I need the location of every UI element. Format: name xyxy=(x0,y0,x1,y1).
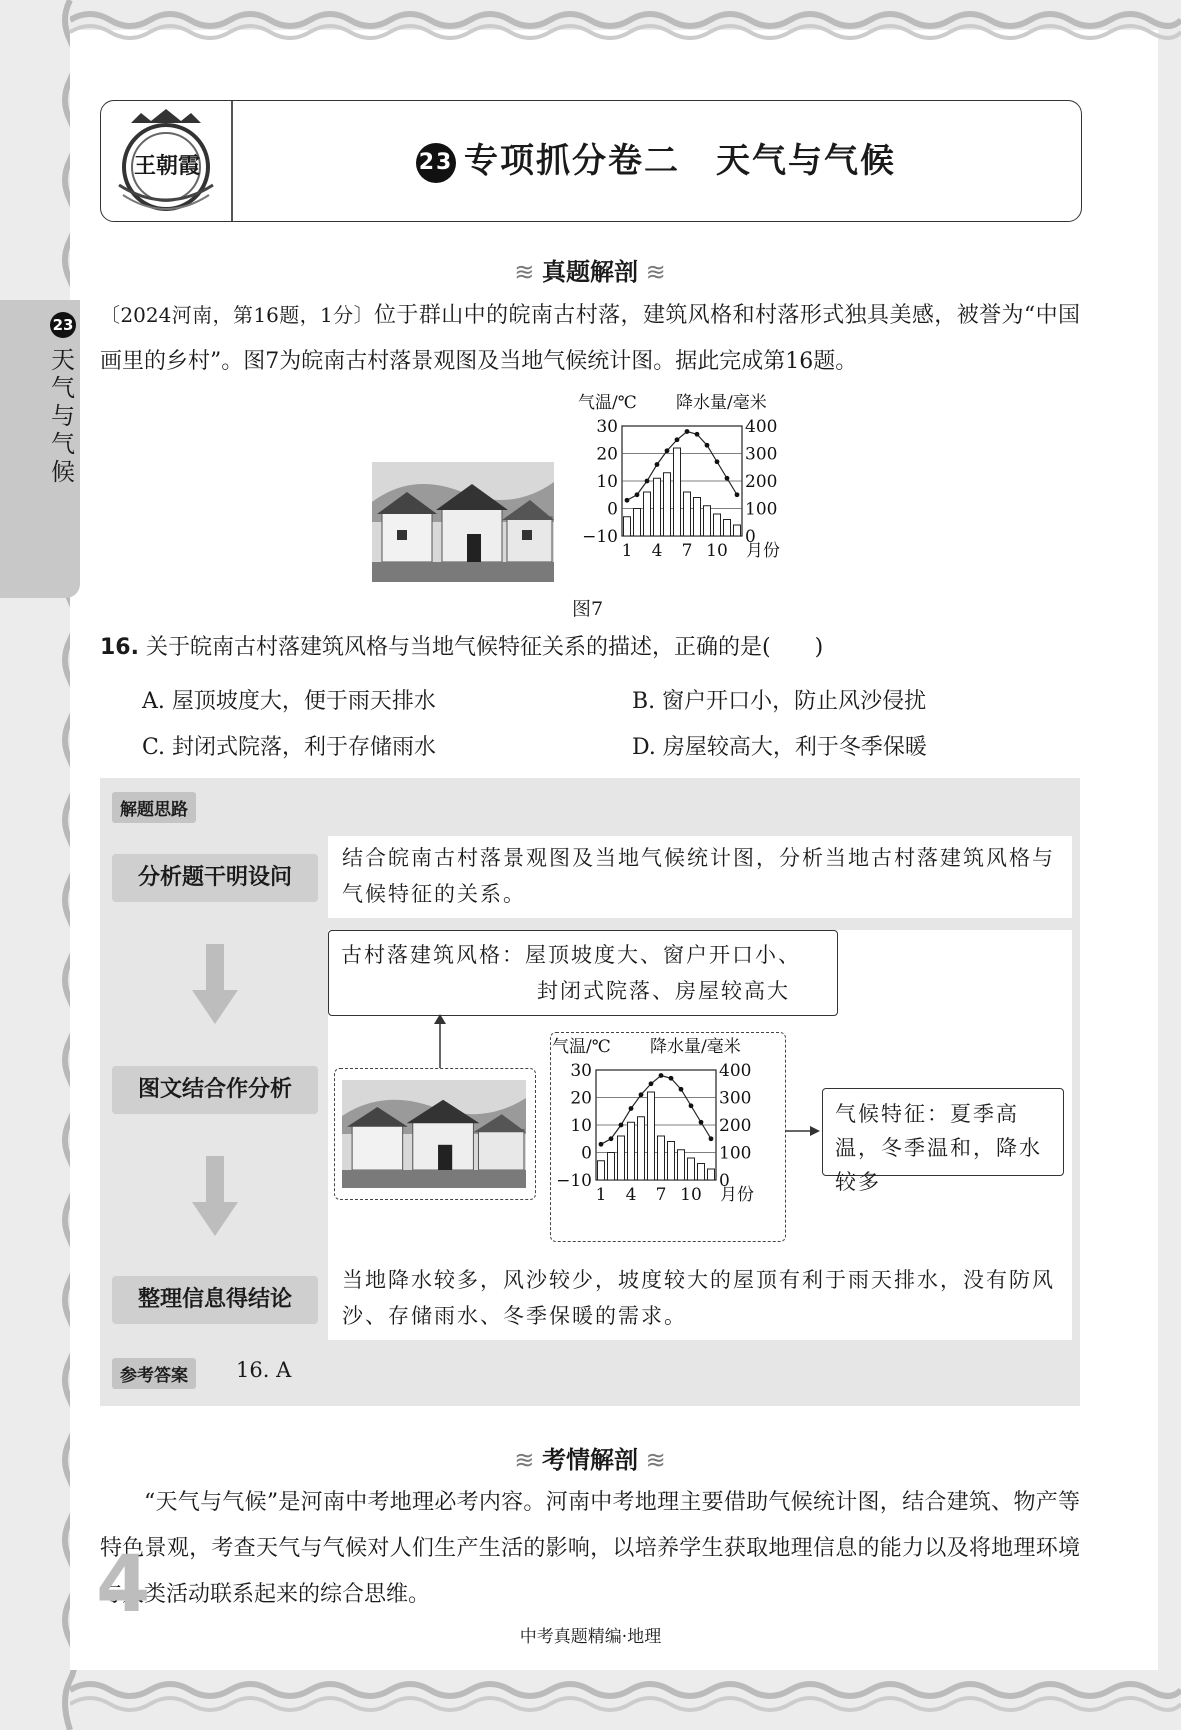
up-arrow-icon xyxy=(430,1014,450,1068)
x-axis-label: 月份 xyxy=(746,541,780,561)
y-tick-right: 0 xyxy=(719,1171,730,1191)
answer-tag: 参考答案 xyxy=(112,1358,196,1389)
temperature-point xyxy=(709,1136,714,1141)
question-stem xyxy=(100,630,823,661)
answer-value: 16. A xyxy=(236,1358,292,1382)
title-header xyxy=(100,100,1082,222)
side-tab-label: 天气与气候 xyxy=(51,346,75,486)
y-tick-right: 200 xyxy=(719,1116,752,1136)
y-tick-left: −10 xyxy=(582,527,618,547)
exam-analysis-paragraph: “天气与气候”是河南中考地理必考内容。河南中考地理主要借助气候统计图，结合建筑、物产等特色景观，考查天气与气候对人们生产生活的影响，以培养学生获取地理信息的能力以及将地理环境与人类活动联系起来的综合思维。 xyxy=(100,1490,1080,1607)
precipitation-bar xyxy=(654,478,661,536)
precipitation-bar xyxy=(644,492,651,536)
precipitation-bar xyxy=(664,473,671,536)
temperature-point xyxy=(689,1103,694,1108)
section-heading-1-text: 真题解剖 xyxy=(542,258,638,286)
step-analyze-question: 分析题干明设问 xyxy=(112,854,318,902)
precipitation-bar xyxy=(688,1158,695,1180)
precipitation-bar xyxy=(608,1153,615,1181)
solution-tag: 解题思路 xyxy=(112,792,196,823)
section-heading-1 xyxy=(100,252,1080,287)
x-tick-label: 1 xyxy=(595,1185,607,1205)
y-tick-right: 300 xyxy=(719,1088,752,1109)
precipitation-bar xyxy=(624,517,631,536)
intro-paragraph xyxy=(100,292,1080,385)
y-axis-right-label: 降水量/毫米 xyxy=(650,1037,741,1057)
page-title-text: 专项抓分卷二 天气与气候 xyxy=(464,141,896,181)
x-tick-label: 10 xyxy=(680,1185,702,1205)
precipitation-bar xyxy=(618,1136,625,1180)
precipitation-bar xyxy=(734,525,741,536)
y-axis-left-label: 气温/℃ xyxy=(552,1037,611,1057)
y-tick-right: 400 xyxy=(719,1061,752,1081)
y-tick-right: 0 xyxy=(745,527,756,547)
temperature-point xyxy=(619,1123,624,1128)
precipitation-bar xyxy=(724,520,731,537)
y-tick-right: 400 xyxy=(745,417,778,437)
y-tick-left: 0 xyxy=(607,499,618,520)
temperature-point xyxy=(705,443,710,448)
y-axis-left-label: 气温/℃ xyxy=(578,393,637,413)
village-photo-2 xyxy=(342,1080,526,1188)
temperature-point xyxy=(649,1081,654,1086)
x-tick-label: 4 xyxy=(651,541,663,561)
option-d[interactable]: D. 房屋较高大，利于冬季保暖 xyxy=(632,735,927,760)
temperature-point xyxy=(665,448,670,453)
precipitation-bar xyxy=(598,1161,605,1180)
y-tick-left: −10 xyxy=(556,1171,592,1191)
down-arrow-icon xyxy=(192,1156,238,1236)
y-tick-right: 100 xyxy=(719,1143,752,1164)
page-number: 4 xyxy=(96,1540,151,1630)
y-tick-right: 300 xyxy=(745,444,778,465)
step-combine-analysis: 图文结合作分析 xyxy=(112,1066,318,1114)
wave-mark-icon: ≋ xyxy=(514,258,542,286)
architecture-line-1: 古村落建筑风格：屋顶坡度大、窗户开口小、 xyxy=(341,943,801,967)
step1-text: 结合皖南古村落景观图及当地气候统计图，分析当地古村落建筑风格与气候特征的关系。 xyxy=(328,836,1072,918)
temperature-point xyxy=(695,432,700,437)
section-heading-2 xyxy=(100,1440,1080,1475)
precipitation-bar xyxy=(674,448,681,536)
temperature-point xyxy=(655,462,660,467)
conclusion-text: 当地降水较多，风沙较少，坡度较大的屋顶有利于雨天排水，没有防风沙、存储雨水、冬季保暖的需求。 xyxy=(328,1258,1072,1340)
climate-feature-box: 气候特征：夏季高温，冬季温和，降水较多 xyxy=(822,1088,1064,1176)
precipitation-bar xyxy=(678,1150,685,1180)
question-number: 16. xyxy=(100,635,139,660)
bottom-wave-border xyxy=(70,1660,1181,1730)
temperature-point xyxy=(675,437,680,442)
temperature-point xyxy=(669,1076,674,1081)
precipitation-bar xyxy=(668,1142,675,1181)
temperature-point xyxy=(715,459,720,464)
precipitation-bar xyxy=(638,1117,645,1180)
precipitation-bar xyxy=(714,514,721,536)
question-source: 〔2024河南，第16题，1分〕 xyxy=(100,303,375,327)
architecture-box xyxy=(328,930,838,1016)
temperature-line xyxy=(601,1076,711,1145)
option-a[interactable]: A. 屋顶坡度大，便于雨天排水 xyxy=(142,689,436,714)
precipitation-bar xyxy=(694,498,701,537)
temperature-point xyxy=(629,1106,634,1111)
y-tick-left: 10 xyxy=(570,1116,592,1136)
y-tick-left: 0 xyxy=(581,1143,592,1164)
y-tick-left: 10 xyxy=(596,472,618,492)
y-tick-left: 20 xyxy=(596,444,618,465)
precipitation-bar xyxy=(658,1136,665,1180)
temperature-point xyxy=(735,492,740,497)
chapter-number-badge: 23 xyxy=(416,143,456,183)
temperature-point xyxy=(685,429,690,434)
x-tick-label: 1 xyxy=(621,541,633,561)
temperature-point xyxy=(609,1136,614,1141)
temperature-point xyxy=(699,1120,704,1125)
section-heading-2-text: 考情解剖 xyxy=(542,1446,638,1474)
option-c[interactable]: C. 封闭式院落，利于存储雨水 xyxy=(142,735,437,760)
option-b[interactable]: B. 窗户开口小，防止风沙侵扰 xyxy=(632,689,927,714)
y-tick-left: 30 xyxy=(570,1061,592,1081)
side-tab-number: 23 xyxy=(50,312,76,338)
architecture-line-2: 封闭式院落、房屋较高大 xyxy=(537,979,790,1003)
temperature-point xyxy=(639,1092,644,1097)
y-tick-left: 20 xyxy=(570,1088,592,1109)
wave-mark-icon: ≋ xyxy=(514,1446,542,1474)
y-tick-left: 30 xyxy=(596,417,618,437)
climate-chart xyxy=(578,390,808,590)
precipitation-bar xyxy=(634,509,641,537)
solution-panel xyxy=(100,778,1080,1406)
step-conclusion: 整理信息得结论 xyxy=(112,1276,318,1324)
temperature-point xyxy=(725,476,730,481)
intro-text: 位于群山中的皖南古村落，建筑风格和村落形式独具美感，被誉为“中国画里的乡村”。图7为皖南古村落景观图及当地气候统计图。据此完成第16题。 xyxy=(100,303,1081,374)
village-photo xyxy=(372,462,554,582)
y-axis-right-label: 降水量/毫米 xyxy=(676,393,767,413)
temperature-point xyxy=(659,1073,664,1078)
precipitation-bar xyxy=(628,1122,635,1180)
y-tick-right: 200 xyxy=(745,472,778,492)
right-arrow-icon xyxy=(786,1124,820,1138)
wave-mark-icon: ≋ xyxy=(638,1446,666,1474)
logo-text: 王朝霞 xyxy=(133,153,200,179)
footer-book-title: 中考真题精编·地理 xyxy=(519,1627,662,1647)
x-tick-label: 10 xyxy=(706,541,728,561)
page-title xyxy=(251,133,1061,183)
x-tick-label: 7 xyxy=(681,541,693,561)
x-axis-label: 月份 xyxy=(720,1185,754,1205)
precipitation-bar xyxy=(698,1164,705,1181)
down-arrow-icon xyxy=(192,944,238,1024)
header-divider xyxy=(231,101,233,221)
x-tick-label: 7 xyxy=(655,1185,667,1205)
temperature-point xyxy=(625,498,630,503)
precipitation-bar xyxy=(684,492,691,536)
wave-mark-icon: ≋ xyxy=(638,258,666,286)
climate-chart-2 xyxy=(552,1034,782,1234)
top-wave-border xyxy=(70,0,1181,40)
temperature-point xyxy=(599,1142,604,1147)
temperature-point xyxy=(645,479,650,484)
temperature-point xyxy=(679,1087,684,1092)
question-text: 关于皖南古村落建筑风格与当地气候特征关系的描述，正确的是( ) xyxy=(145,635,824,660)
y-tick-right: 100 xyxy=(745,499,778,520)
temperature-point xyxy=(635,492,640,497)
precipitation-bar xyxy=(704,506,711,536)
precipitation-bar xyxy=(708,1169,715,1180)
temperature-line xyxy=(627,432,737,501)
figure-caption: 图7 xyxy=(572,598,604,620)
x-tick-label: 4 xyxy=(625,1185,637,1205)
precipitation-bar xyxy=(648,1092,655,1180)
